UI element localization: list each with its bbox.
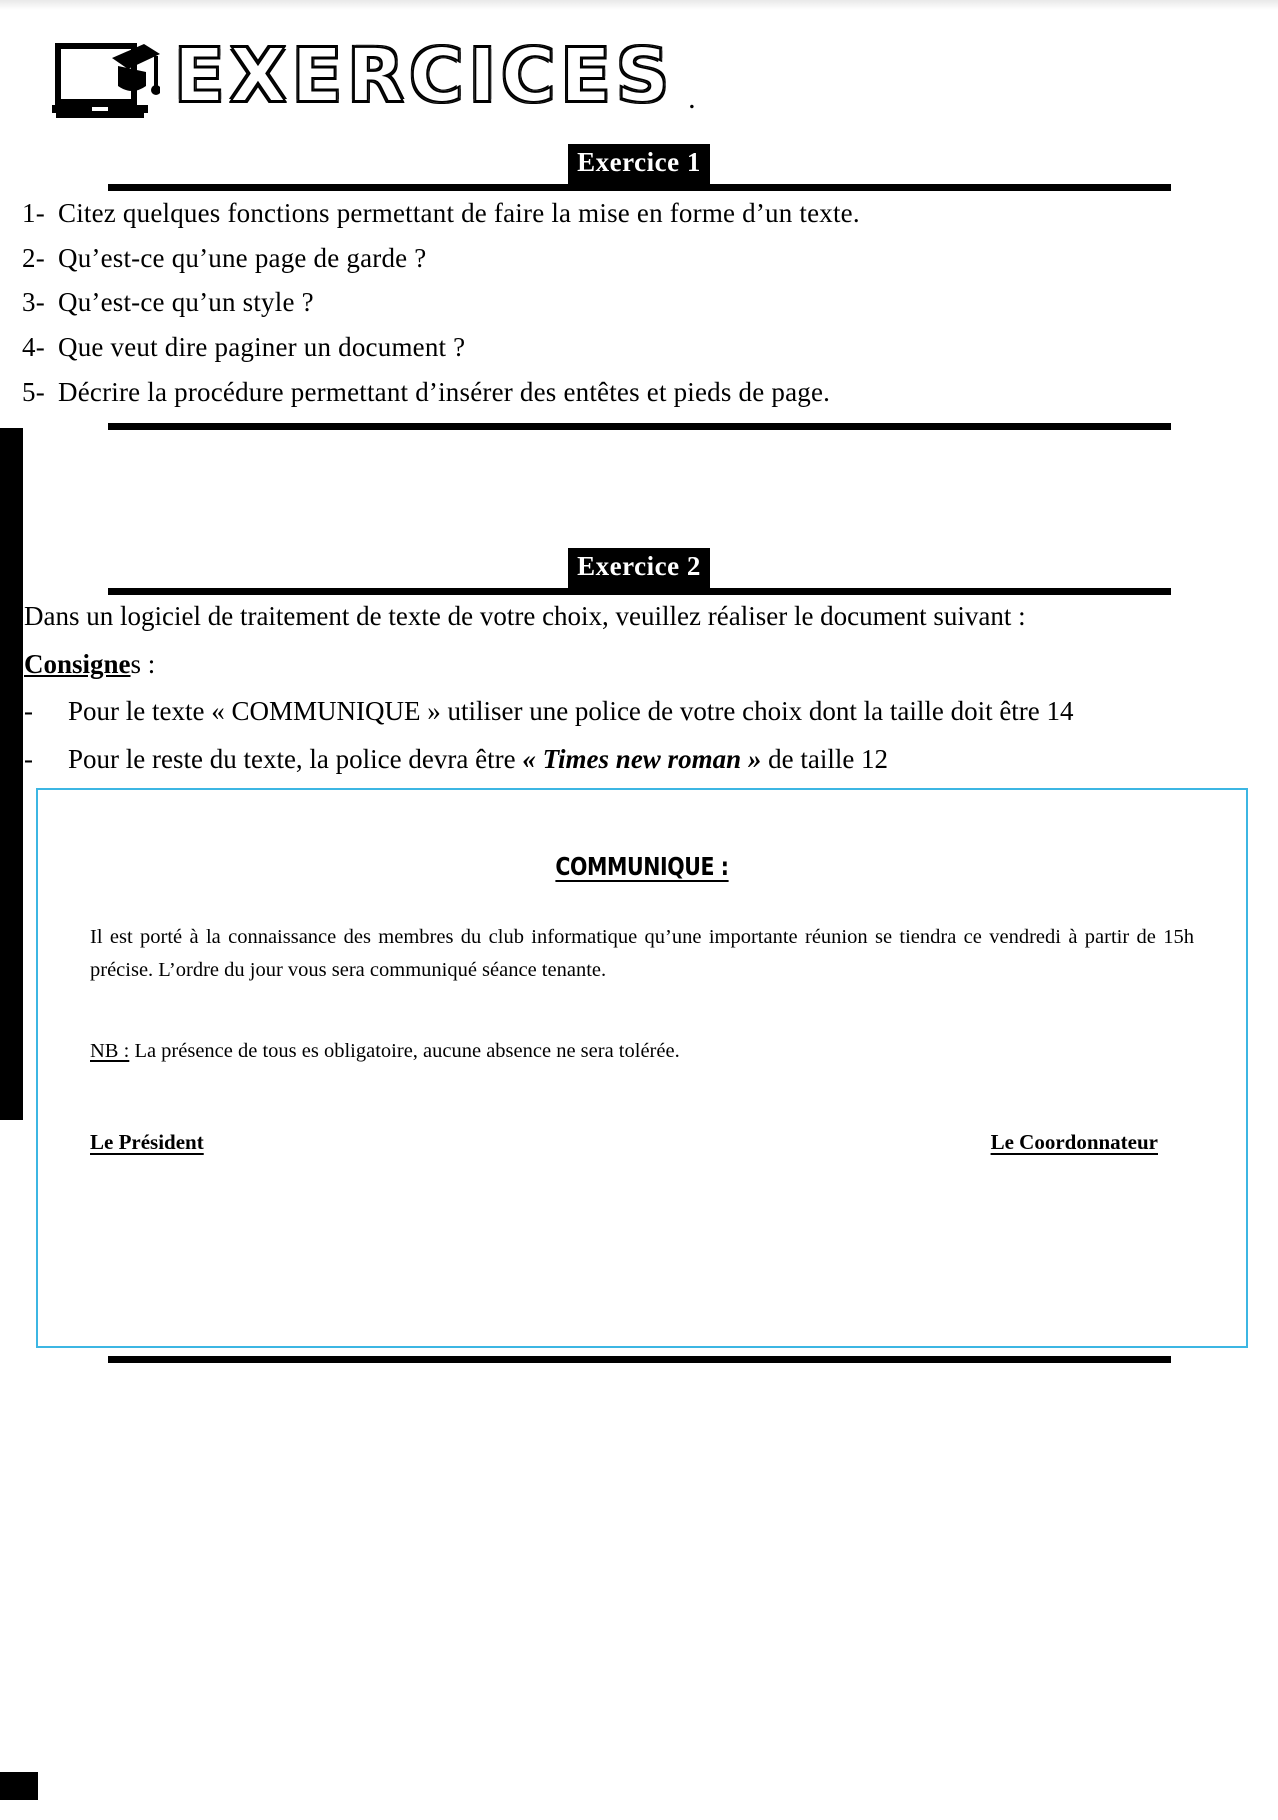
question-text: Décrire la procédure permettant d’insérer des entêtes et pieds de page. [58, 377, 831, 408]
consignes-colon: : [141, 648, 156, 679]
question-text: Citez quelques fonctions permettant de faire la mise en forme d’un texte. [58, 197, 860, 228]
question-text: Qu’est-ce qu’un style ? [58, 287, 314, 318]
document-bottom-rule [108, 1356, 1171, 1363]
bullet-text: Pour le texte « COMMUNIQUE » utiliser une police de votre choix dont la taille doit être 14 [68, 696, 1074, 727]
question-number: 2- [22, 242, 45, 273]
consigne-bullet-1 [24, 690, 1252, 734]
list-item [22, 236, 1248, 281]
list-item [22, 325, 1248, 370]
consignes-heading [24, 643, 1252, 687]
page-title: EXERCICES [174, 33, 675, 119]
blank-answer-space [0, 430, 1278, 548]
exercise-1-content [0, 191, 1278, 415]
consignes-label-tail: s [130, 648, 142, 679]
exercise-1-question-list [22, 191, 1248, 415]
laptop-graduation-cap-icon [52, 30, 160, 122]
question-number: 1- [22, 197, 45, 228]
exercise-1-heading-wrap [0, 144, 1278, 184]
communique-nb [90, 1035, 1194, 1068]
exercise-1-bottom-rule [108, 423, 1171, 430]
exercise-1-heading: Exercice 1 [568, 144, 710, 184]
question-number: 4- [22, 332, 45, 363]
question-text: Que veut dire paginer un document ? [58, 332, 466, 363]
signature-right: Le Coordonnateur [990, 1130, 1158, 1155]
communique-title: COMMUNIQUE : [555, 851, 729, 881]
signature-left: Le Président [90, 1130, 204, 1155]
bullet-text-before: Pour le reste du texte, la police devra être [68, 743, 523, 774]
list-item [22, 280, 1248, 325]
list-item [22, 191, 1248, 236]
document-header [0, 0, 1278, 122]
nb-label: NB : [90, 1040, 130, 1063]
communique-body: Il est porté à la connaissance des membres du club informatique qu’une importante réunion se tiendra ce vendredi à partir de 15h précise. L’ordre du jour vous sera communiqué séance tenante. [90, 925, 1194, 981]
question-text: Qu’est-ce qu’une page de garde ? [58, 242, 427, 273]
exercise-2-intro: Dans un logiciel de traitement de texte de votre choix, veuillez réaliser le document suivant : [24, 600, 1026, 631]
scan-bottom-black-mark [0, 1772, 38, 1800]
title-trailing-mark: . [688, 82, 696, 115]
bullet-text-after: de taille 12 [761, 743, 889, 774]
bullet-dash: - [24, 743, 33, 774]
consignes-label: Consigne [24, 648, 131, 679]
nb-text: La présence de tous es obligatoire, aucune absence ne sera tolérée. [129, 1040, 680, 1063]
question-number: 5- [22, 377, 45, 408]
list-item [22, 370, 1248, 415]
exercise-2-heading-wrap [0, 548, 1278, 588]
consigne-bullet-2 [24, 738, 1252, 782]
bullet-dash: - [24, 696, 33, 727]
exercise-1-top-rule [108, 184, 1171, 191]
exercise-2-content [0, 595, 1278, 782]
exercise-2-heading: Exercice 2 [568, 548, 710, 588]
signature-row [90, 1130, 1194, 1155]
question-number: 3- [22, 287, 45, 318]
bullet-text-emphasis: « Times new roman » [522, 743, 762, 774]
exercise-2-top-rule [108, 588, 1171, 595]
communique-box [36, 788, 1248, 1348]
